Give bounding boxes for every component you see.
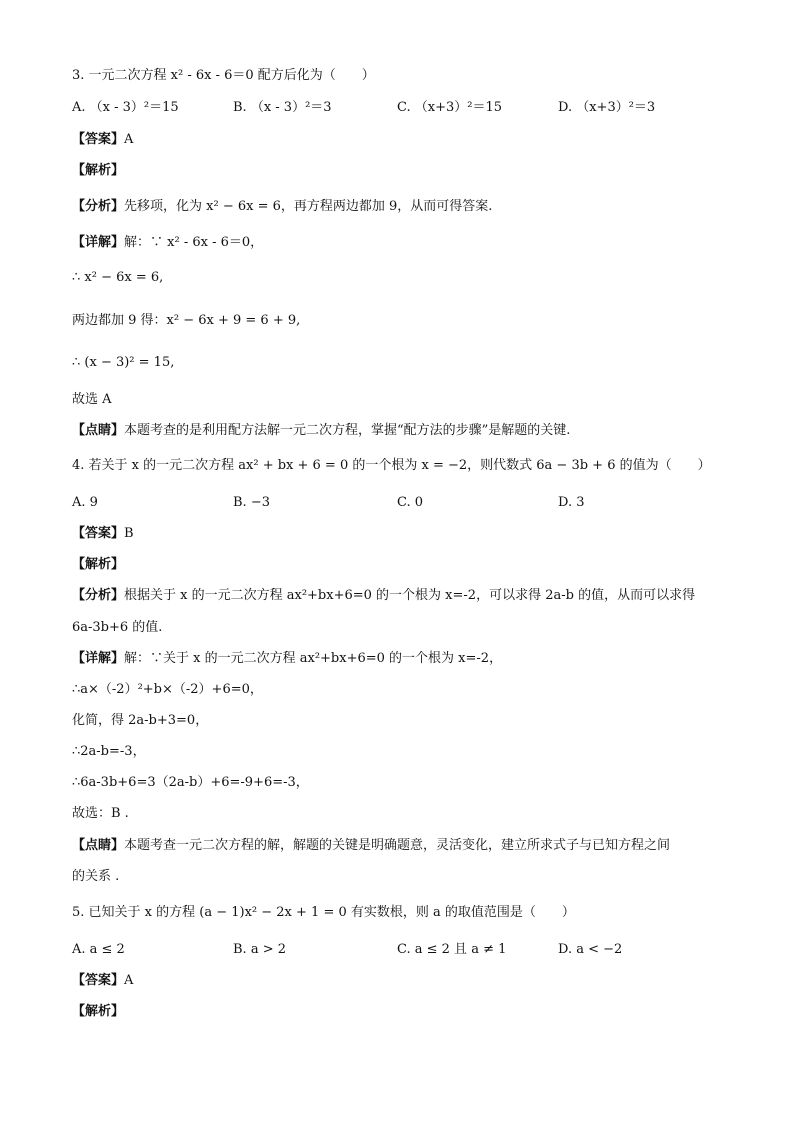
q5-answer: A [124, 973, 134, 988]
q4-detail-2: ∴a×（-2）²+b×（-2）+6=0， [72, 682, 263, 697]
q3-dianjing: 本题考查的是利用配方法解一元二次方程，掌握“配方法的步骤”是解题的关键. [124, 423, 571, 438]
q3-answer-line [72, 130, 133, 150]
q4-fenxi-1: 根据关于 x 的一元二次方程 ax²+bx+6=0 的一个根为 x=-2，可以求得 2a-b 的值，从而可以求得 [124, 588, 696, 603]
fenxi-tag: 【分析】 [72, 199, 125, 214]
q4-option-d: D. 3 [558, 495, 585, 510]
q5-option-a: A. a ≤ 2 [72, 942, 125, 957]
q5-analysis-tag: 【解析】 [72, 1004, 125, 1019]
q5-stem: 5. 已知关于 x 的方程 (a − 1)x² − 2x + 1 = 0 有实数根，则 a 的取值范围是（ ） [72, 905, 575, 920]
q3-fenxi-line [72, 197, 492, 217]
q5-option-d: D. a < −2 [558, 942, 623, 957]
q5-option-c: C. a ≤ 2 且 a ≠ 1 [397, 942, 507, 957]
q4-option-a: A. 9 [72, 495, 98, 510]
q4-fenxi-2: 6a-3b+6 的值. [72, 620, 163, 635]
q3-detail-line [72, 233, 263, 253]
q3-stem: 3. 一元二次方程 x² - 6x - 6＝0 配方后化为（ ） [72, 68, 375, 83]
q4-analysis-tag: 【解析】 [72, 557, 125, 572]
q4-dianjing-1: 本题考查一元二次方程的解，解题的关键是明确题意，灵活变化，建立所求式子与已知方程之间 [124, 838, 671, 853]
q3-option-a: A. （x - 3）²＝15 [72, 100, 179, 115]
q3-detail-3: 两边都加 9 得：x² − 6x + 9 = 6 + 9, [72, 313, 301, 328]
detail-tag: 【详解】 [72, 235, 125, 250]
q4-detail-4: ∴2a-b=-3， [72, 744, 146, 759]
q4-answer-line [72, 524, 134, 544]
answer-tag: 【答案】 [72, 526, 125, 541]
q4-fenxi-line [72, 586, 695, 606]
fenxi-tag: 【分析】 [72, 588, 125, 603]
q4-stem: 4. 若关于 x 的一元二次方程 ax² + bx + 6 = 0 的一个根为 x = −2，则代数式 6a − 3b + 6 的值为（ ） [72, 458, 711, 473]
q3-analysis-tag: 【解析】 [72, 163, 125, 178]
q3-detail-1: 解：∵ x² - 6x - 6＝0， [124, 235, 264, 250]
q3-dianjing-line [72, 421, 570, 441]
q4-detail-line [72, 649, 502, 669]
q5-answer-line [72, 971, 133, 991]
q3-detail-2: ∴ x² − 6x = 6, [72, 270, 164, 285]
q4-option-b: B. −3 [233, 495, 270, 510]
q3-answer: A [124, 132, 134, 147]
q3-detail-4: ∴ (x − 3)² = 15, [72, 355, 175, 370]
q3-option-c: C. （x+3）²＝15 [397, 100, 502, 115]
detail-tag: 【详解】 [72, 651, 125, 666]
q4-dianjing-2: 的关系 . [72, 869, 120, 884]
q3-option-b: B. （x - 3）²＝3 [233, 100, 332, 115]
q4-detail-1: 解：∵关于 x 的一元二次方程 ax²+bx+6=0 的一个根为 x=-2， [124, 651, 503, 666]
q4-dianjing-line [72, 836, 670, 856]
q3-detail-5: 故选 A [72, 392, 112, 407]
dianjing-tag: 【点睛】 [72, 838, 125, 853]
q4-detail-3: 化简，得 2a-b+3=0， [72, 713, 209, 728]
answer-tag: 【答案】 [72, 132, 125, 147]
q4-option-c: C. 0 [397, 495, 424, 510]
answer-tag: 【答案】 [72, 973, 125, 988]
q3-option-d: D. （x+3）²＝3 [558, 100, 656, 115]
q4-answer: B [124, 526, 134, 541]
q4-detail-6: 故选：B . [72, 806, 129, 821]
q4-detail-5: ∴6a-3b+6=3（2a-b）+6=-9+6=-3， [72, 775, 309, 790]
q3-fenxi: 先移项，化为 x² − 6x = 6，再方程两边都加 9，从而可得答案. [124, 199, 493, 214]
dianjing-tag: 【点睛】 [72, 423, 125, 438]
q5-option-b: B. a > 2 [233, 942, 286, 957]
